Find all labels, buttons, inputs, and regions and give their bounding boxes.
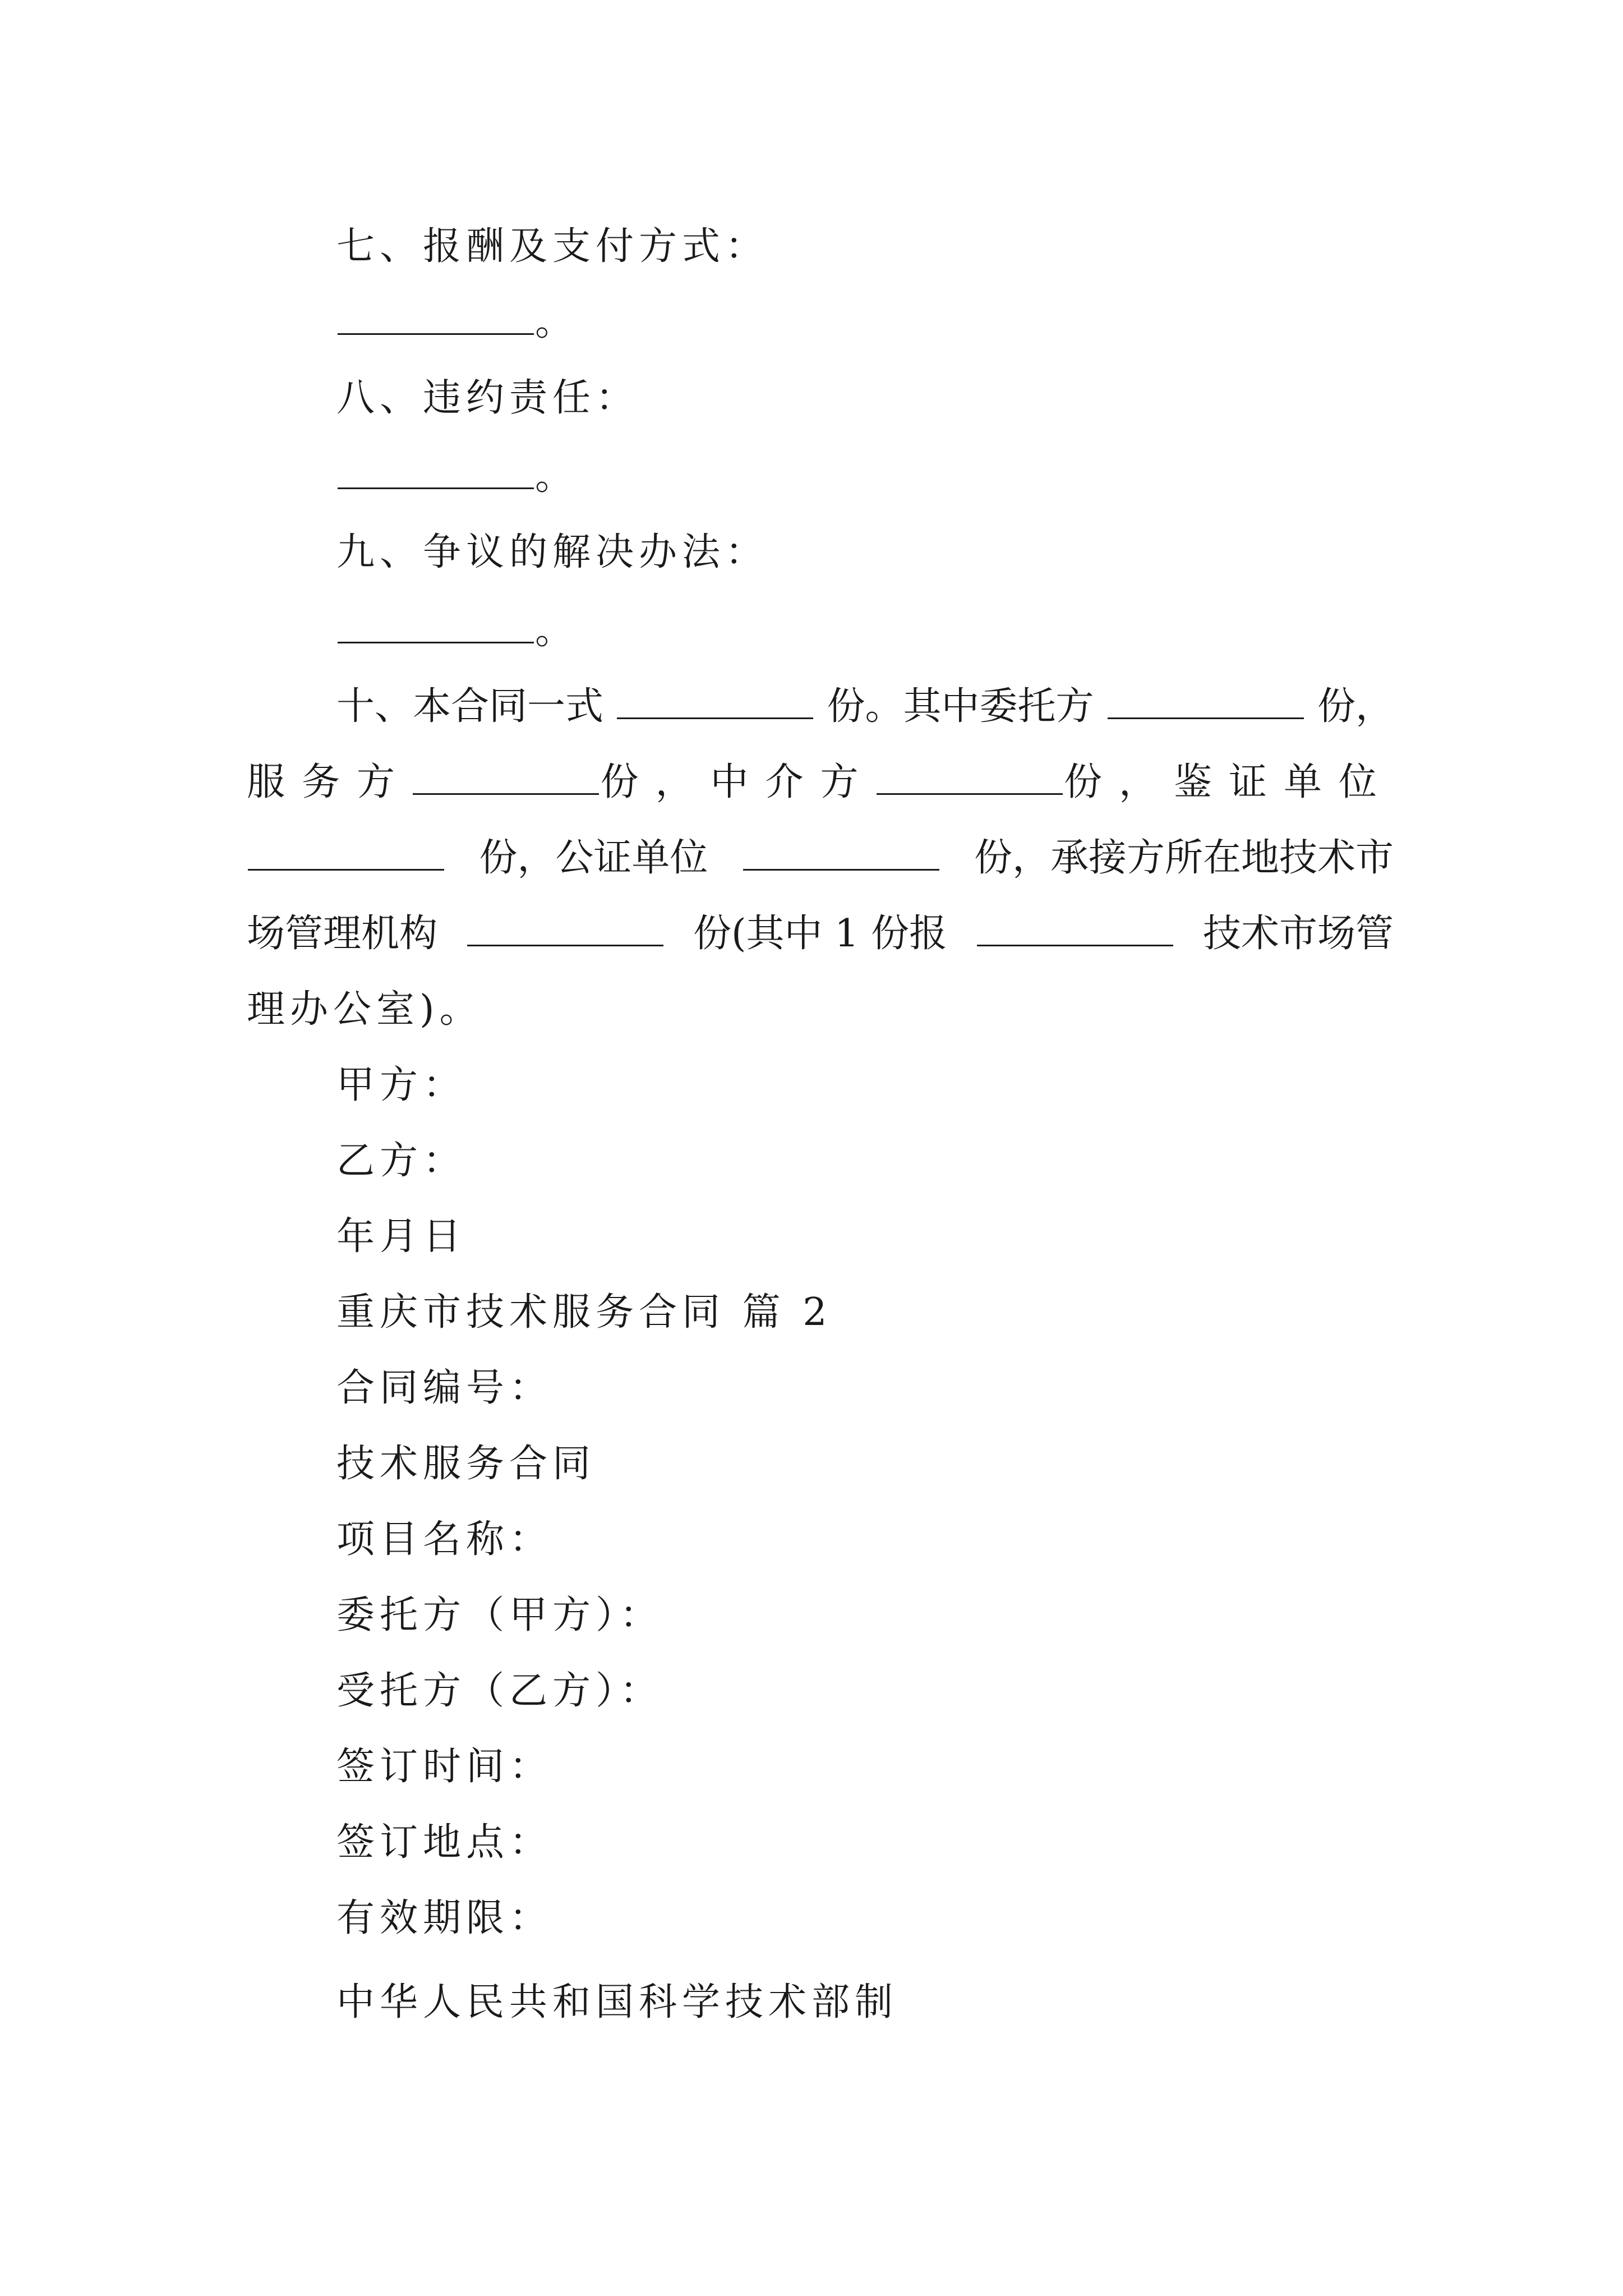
trustee-label: 受托方（乙方）： xyxy=(336,1669,663,1713)
party-a-label: 甲方： xyxy=(336,1063,467,1107)
text-run: 份，中介方 xyxy=(600,760,875,804)
fill-blank xyxy=(743,839,939,871)
text-run: 份， xyxy=(1317,684,1394,729)
clause-10-line-4 xyxy=(247,906,1394,962)
text-run: 份，承接方所在地技术市 xyxy=(974,836,1394,880)
period: 。 xyxy=(535,300,579,344)
sign-place-label: 签订地点： xyxy=(336,1820,553,1865)
fill-blank xyxy=(338,303,534,335)
issuer-line: 中华人民共和国科学技术部制 xyxy=(336,1980,898,2024)
client-label: 委托方（甲方）： xyxy=(336,1593,663,1637)
validity-label: 有效期限： xyxy=(336,1896,553,1940)
text-run: 份。其中委托方 xyxy=(827,684,1094,729)
fill-blank xyxy=(413,763,599,795)
clause-10-line-2 xyxy=(247,754,1394,811)
date-label: 年月日 xyxy=(336,1214,467,1259)
contract-type: 技术服务合同 xyxy=(336,1442,596,1486)
clause-10-line-5: 理办公室)。 xyxy=(247,987,483,1032)
clause-9-blank-line xyxy=(336,603,578,659)
text-run: 份，鉴证单位 xyxy=(1063,760,1394,804)
text-run: 份(其中 1 份报 xyxy=(693,912,948,956)
clause-8-blank-line xyxy=(336,449,578,505)
clause-8-heading: 八、违约责任： xyxy=(336,376,639,420)
text-run: 份，公证单位 xyxy=(479,836,708,880)
fill-blank xyxy=(877,763,1063,795)
text-run: 技术市场管 xyxy=(1202,912,1394,956)
clause-7-heading: 七、报酬及支付方式： xyxy=(336,224,769,269)
clause-9-heading: 九、争议的解决办法： xyxy=(336,530,769,574)
fill-blank xyxy=(1108,687,1304,719)
fill-blank xyxy=(467,914,663,946)
sign-time-label: 签订时间： xyxy=(336,1745,553,1789)
clause-10-line-3 xyxy=(247,830,1394,886)
period: 。 xyxy=(535,454,579,499)
project-name-label: 项目名称： xyxy=(336,1517,553,1562)
fill-blank xyxy=(977,914,1173,946)
text-run: 十、本合同一式 xyxy=(336,684,604,729)
text-run: 场管理机构 xyxy=(247,912,438,956)
fill-blank xyxy=(248,839,444,871)
fill-blank xyxy=(617,687,813,719)
contract-number-label: 合同编号： xyxy=(336,1366,553,1410)
period: 。 xyxy=(535,609,579,653)
section-title: 重庆市技术服务合同 篇 2 xyxy=(336,1290,832,1335)
fill-blank xyxy=(338,611,534,643)
party-b-label: 乙方： xyxy=(336,1139,467,1183)
clause-10-line-1 xyxy=(336,679,1394,735)
fill-blank xyxy=(338,457,534,489)
clause-7-blank-line xyxy=(336,295,578,351)
text-run: 服务方 xyxy=(247,760,412,804)
